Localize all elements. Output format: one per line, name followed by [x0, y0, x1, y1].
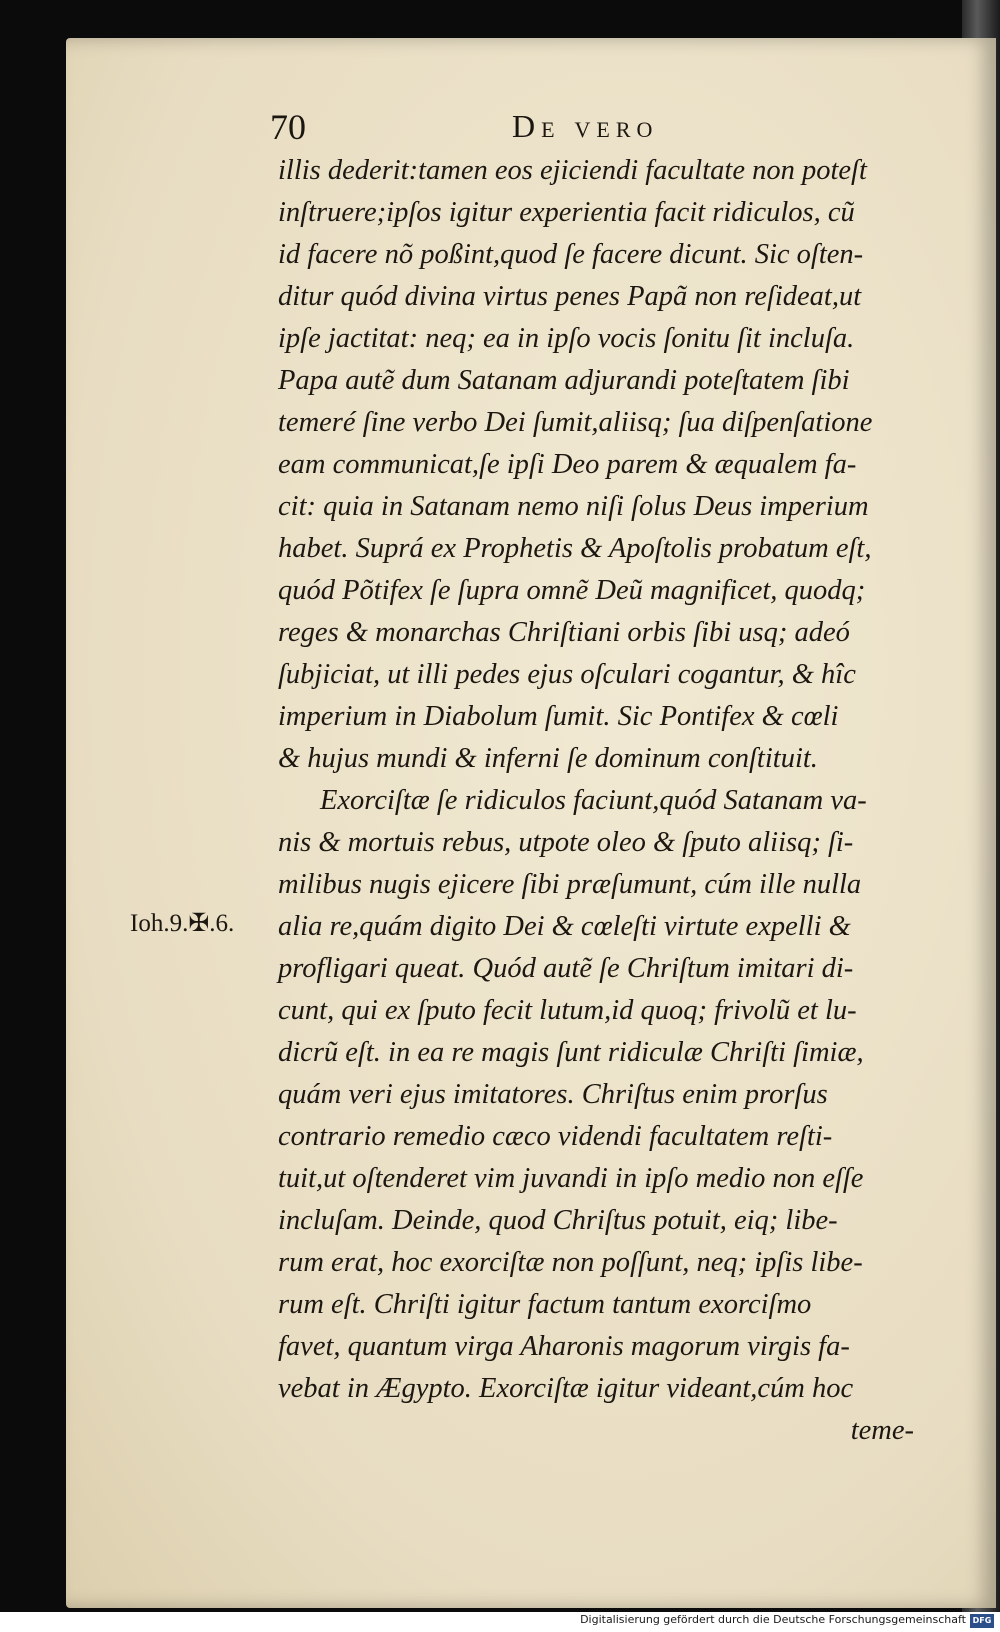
text-line: favet, quantum virga Aharonis magorum virgis fa-	[278, 1331, 850, 1362]
text-line: reges & monarchas Chriſtiani orbis ſibi usq; adeó	[278, 617, 850, 648]
running-head: De vero	[512, 108, 659, 144]
dfg-logo-icon: DFG	[970, 1614, 994, 1628]
footer-bar	[0, 1612, 1000, 1632]
text-line: eam communicat,ſe ipſi Deo parem & æqualem fa-	[278, 449, 857, 480]
text-line: rum erat, hoc exorciſtæ non poſſunt, neq; ipſis libe-	[278, 1247, 863, 1278]
text-line: rum eſt. Chriſti igitur factum tantum exorciſmo	[278, 1289, 812, 1320]
text-line: ſubjiciat, ut illi pedes ejus oſculari cogantur, & hîc	[278, 659, 856, 690]
text-line: tuit,ut oſtenderet vim juvandi in ipſo medio non eſſe	[278, 1163, 864, 1194]
text-line: cit: quia in Satanam nemo niſi ſolus Deus imperium	[278, 491, 869, 522]
marginal-note: Ioh.9.✠.6.	[130, 910, 235, 937]
text-line: quám veri ejus imitatores. Chriſtus enim prorſus	[278, 1079, 828, 1110]
catchword: teme-	[850, 1415, 914, 1446]
page-header	[270, 106, 710, 150]
text-line: inſtruere;ipſos igitur experientia facit ridiculos, cũ	[278, 197, 855, 228]
text-line: nis & mortuis rebus, utpote oleo & ſputo aliisq; ſi-	[278, 827, 854, 858]
text-line: imperium in Diabolum ſumit. Sic Pontifex & cœli	[278, 701, 839, 732]
text-line: illis dederit:tamen eos ejiciendi facultate non poteſt	[278, 155, 867, 186]
text-line: & hujus mundi & inferni ſe dominum conſtituit.	[278, 743, 818, 774]
page-number: 70	[270, 107, 306, 147]
text-line: temeré ſine verbo Dei ſumit,aliisq; ſua diſpenſatione	[278, 407, 873, 438]
text-line: profligari queat. Quód autẽ ſe Chriſtum imitari di-	[278, 953, 854, 984]
text-line: milibus nugis ejicere ſibi præſumunt, cúm ille nulla	[278, 869, 862, 900]
text-line: ipſe jactitat: neq; ea in ipſo vocis ſonitu ſit incluſa.	[278, 323, 855, 354]
text-line: cunt, qui ex ſputo fecit lutum,id quoq; frivolũ et lu-	[278, 995, 857, 1026]
text-line: alia re,quám digito Dei & cœleſti virtute expelli &	[278, 911, 851, 942]
text-line: Papa autẽ dum Satanam adjurandi poteſtatem ſibi	[278, 365, 850, 396]
text-line: incluſam. Deinde, quod Chriſtus potuit, eiq; libe-	[278, 1205, 838, 1236]
text-line: contrario remedio cæco videndi facultatem reſti-	[278, 1121, 833, 1152]
text-line: habet. Suprá ex Prophetis & Apoſtolis probatum eſt,	[278, 533, 872, 564]
text-line: id facere nõ poßint,quod ſe facere dicunt. Sic oſten-	[278, 239, 864, 270]
funding-credit: Digitalisierung gefördert durch die Deutsche Forschungsgemeinschaft	[580, 1613, 966, 1626]
text-line: dicrũ eſt. in ea re magis ſunt ridiculæ Chriſti ſimiæ,	[278, 1037, 864, 1068]
text-line: quód Põtifex ſe ſupra omnẽ Deũ magnificet, quodq;	[278, 575, 866, 606]
body-text	[278, 150, 938, 1452]
text-line: vebat in Ægypto. Exorciſtæ igitur videant,cúm hoc	[278, 1373, 854, 1404]
paragraph-start-line: Exorciſtæ ſe ridiculos faciunt,quód Satanam va-	[320, 785, 867, 816]
text-line: ditur quód divina virtus penes Papã non reſideat,ut	[278, 281, 862, 312]
